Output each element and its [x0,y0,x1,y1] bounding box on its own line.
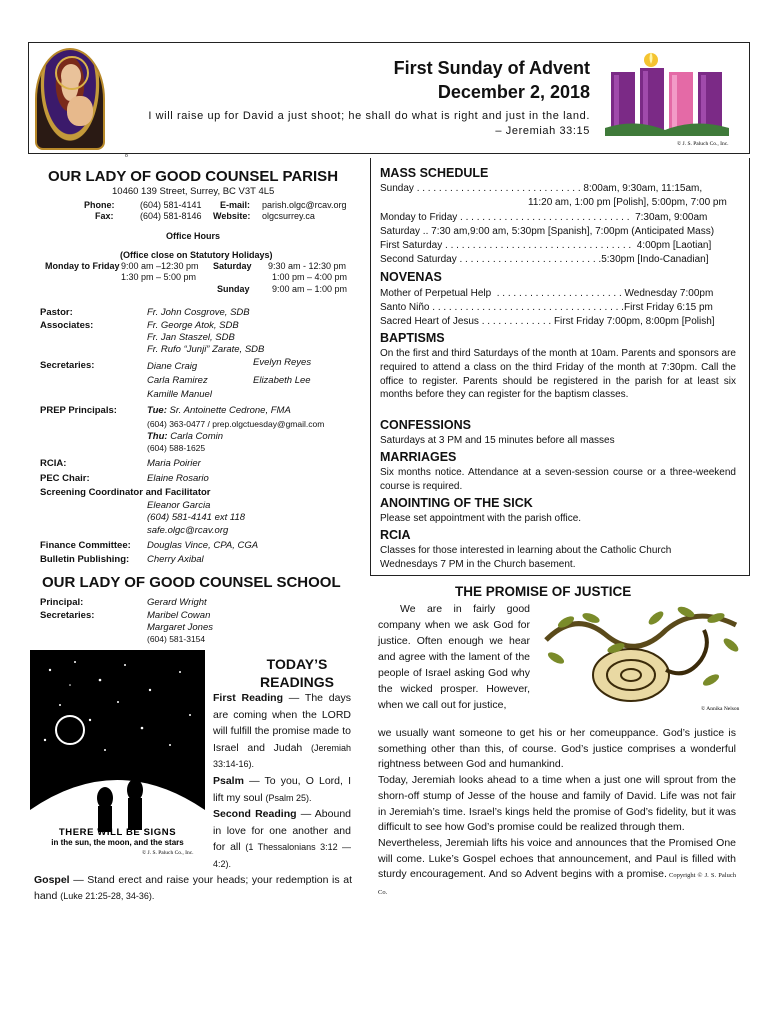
email-label: E-mail: [220,200,251,210]
promise-p2: Today, Jeremiah looks ahead to a time when a just one will sprout from the shorn-off stump of Jesse of the house and family of David. Life was not fair in Jeremiah’s time. Israel’s kings held the promise of God’s fidelity, but it was difficult to see how God’s promise could be realized through them. [378,774,736,834]
promise-p3-text: Nevertheless, Jeremiah lifts his voice and announces that the Promised One will come. Luke’s Gospel echoes that announcement, and Paul is filled with sturdy encouragement. And so Advent begins with a promise. [378,836,736,881]
mass-second-saturday: Second Saturday . . . . . . . . . . . . . . . . . . . . . . . . . .5:30pm [Indo-Canadian] [380,254,709,265]
anointing-title: ANOINTING OF THE SICK [380,496,533,510]
marriages-text: Six months notice. Attendance at a seven-session course or a three-weekend course is required. [380,467,736,492]
mass-first-saturday: First Saturday . . . . . . . . . . . . . . . . . . . . . . . . . . . . . . . . . . 4:00pm [Laotian] [380,240,712,251]
baptisms-text: On the first and third Saturdays of the month at 10am. Parents and sponsors are required to attend a class on the third Friday of the month at 7:30pm. Call the office to register. Parents should be registered in the parish for at least six months before they can register for the baptism classes. [380,348,736,401]
rcia-label: RCIA: [40,458,67,469]
finance-name: Douglas Vince, CPA, CGA [147,540,259,551]
office-mf-1: 9:00 am –12:30 pm [121,261,199,271]
bulletin-date: December 2, 2018 [437,82,590,102]
office-hours-title: Office Hours [166,231,221,241]
office-mf-2: 1:30 pm – 5:00 pm [121,272,197,282]
parish-address: 10460 139 Street, Surrey, BC V3T 4L5 [112,186,275,197]
website-value[interactable]: olgcsurrey.ca [262,211,315,221]
bulletin-name: Cherry Axibal [147,554,204,565]
anointing-text: Please set appointment with the parish office. [380,513,582,524]
pastor-name: Fr. John Cosgrove, SDB [147,307,250,318]
mass-sunday-2: 11:20 am, 1:00 pm [Polish], 5:00pm, 7:00 pm [528,197,727,208]
parish-title: OUR LADY OF GOOD COUNSEL PARISH [48,168,339,185]
rcia-title: RCIA [380,528,411,542]
school-principal: Gerard Wright [147,597,207,608]
secretary-4: Elizabeth Lee [253,375,311,386]
gospel-text [34,872,352,904]
screening-email[interactable]: safe.olgc@rcav.org [147,525,229,536]
divider-dot: o [125,153,128,159]
novena-2: Santo Niño . . . . . . . . . . . . . . . . . . . . . . . . . . . . . . . . . . .First Friday 6:15 pm [380,302,713,313]
header-quote: I will raise up for David a just shoot; he shall do what is right and just in the land. [148,110,590,122]
promise-p3-credit: Copyright © J. S. Paluch Co. [378,872,736,897]
promise-title: THE PROMISE OF JUSTICE [455,584,632,599]
baptisms-title: BAPTISMS [380,331,445,345]
marriages-title: MARRIAGES [380,450,457,464]
school-principal-label: Principal: [40,597,84,608]
promise-p3 [378,836,736,901]
signs-image [30,650,205,860]
office-sun-1: 9:00 am – 1:00 pm [272,284,348,294]
school-title: OUR LADY OF GOOD COUNSEL SCHOOL [42,574,341,591]
novena-1: Mother of Perpetual Help . . . . . . . . . . . . . . . . . . . . . . . Wednesday 7:00pm [380,288,714,299]
school-secretary-2: Margaret Jones [147,622,214,633]
office-mf-label: Monday to Friday [45,261,120,271]
secretary-5: Kamille Manuel [147,389,212,400]
novena-3: Sacred Heart of Jesus . . . . . . . . . . . . . First Friday 7:00pm, 8:00pm [Polish] [380,316,715,327]
office-hours-note: (Office close on Statutory Holidays) [120,250,273,260]
secretary-2: Evelyn Reyes [253,357,312,368]
phone-value: (604) 581-4141 [140,200,202,210]
fax-label: Fax: [95,211,114,221]
fax-value: (604) 581-8146 [140,211,202,221]
pec-label: PEC Chair: [40,473,90,484]
screening-name: Eleanor Garcia [147,500,211,511]
website-label: Website: [213,211,251,221]
prep-tue-contact: (604) 363-0477 / prep.olgctuesday@gmail.com [147,419,325,429]
advent-wreath-image [605,48,745,148]
school-secretaries-label: Secretaries: [40,610,95,621]
school-phone: (604) 581-3154 [147,634,206,644]
mass-weekday: Monday to Friday . . . . . . . . . . . . . . . . . . . . . . . . . . . . . . . 7:30am, 9:00am [380,212,708,223]
promise-p1a-text: We are in fairly good company when we ask God for justice. Often enough we hear and agree with the lament of the people of Israel asking God why the wicked prosper. However, when we call out for justice, [378,603,530,711]
mass-schedule-title: MASS SCHEDULE [380,166,489,180]
promise-body [378,726,736,901]
associate-1: Fr. George Atok, SDB [147,320,239,331]
second-reading-ref: (1 Thessalonians 3:12 — 4:2). [213,842,351,869]
prep-tue-label: Tue: [147,405,167,416]
office-sat-2: 1:00 pm – 4:00 pm [272,272,348,282]
finance-label: Finance Committee: [40,540,131,551]
novenas-title: NOVENAS [380,270,442,284]
confessions-title: CONFESSIONS [380,418,471,432]
office-sat-label: Saturday [213,261,252,271]
psalm-ref: (Psalm 25). [265,792,312,803]
associate-2: Fr. Jan Staszel, SDB [147,332,235,343]
mass-sunday-1: Sunday . . . . . . . . . . . . . . . . . . . . . . . . . . . . . . 8:00am, 9:30am, 11:15am, [380,183,703,194]
confessions-text: Saturdays at 3 PM and 15 minutes before all masses [380,435,615,446]
gospel-ref: (Luke 21:25-28, 34-36). [60,891,155,901]
vine-credit: © Annika Nelson [701,706,740,712]
screening-phone: (604) 581-4141 ext 118 [147,512,246,523]
signs-caption-1: THERE WILL BE SIGNS [58,827,177,838]
second-reading-label: Second Reading [213,808,297,821]
gospel-body: — Stand erect and raise your heads; your redemption is at hand [34,874,352,902]
second-reading-text: — Abound in love for one another and for all [213,808,351,854]
signs-credit: © J. S. Paluch Co., Inc. [142,850,194,856]
mass-saturday: Saturday .. 7:30 am,9:00 am, 5:30pm [Spanish], 7:00pm (Anticipated Mass) [380,226,715,237]
madonna-image [35,48,105,150]
email-value[interactable]: parish.olgc@rcav.org [262,200,347,210]
rcia-line-1: Classes for those interested in learning about the Catholic Church [380,545,672,556]
prep-thu-label: Thu: [147,431,168,442]
gospel-label: Gospel [34,874,70,886]
prep-tue-name: Sr. Antoinette Cedrone, FMA [169,405,291,416]
psalm-text: — To you, O Lord, I lift my soul [213,774,351,804]
signs-caption-2: in the sun, the moon, and the stars [51,838,184,847]
rcia-name: Maria Poirier [147,458,201,469]
promise-p1b: we usually want someone to get his or her comeuppance. God’s justice is something other than this, of course. God’s justice comprises a wonderful rightness between God and humankind. [378,727,736,771]
secretaries-label: Secretaries: [40,360,95,371]
readings-title-2: READINGS [260,674,334,690]
wreath-credit: © J. S. Paluch Co., Inc. [677,141,729,147]
screening-label: Screening Coordinator and Facilitator [40,487,211,498]
readings-title [238,655,356,691]
header-quote-ref: – Jeremiah 33:15 [495,125,590,137]
secretary-3: Carla Ramirez [147,375,208,386]
office-sat-1: 9:30 am - 12:30 pm [268,261,347,271]
associate-3: Fr. Rufo “Junji” Zarate, SDB [147,344,265,355]
first-reading-label: First Reading [213,692,283,704]
secretary-1: Diane Craig [147,361,198,372]
phone-label: Phone: [84,200,115,210]
pastor-label: Pastor: [40,307,73,318]
readings-title-1: TODAY’S [266,656,328,672]
pec-name: Elaine Rosario [147,473,209,484]
first-reading-ref: (Jeremiah 33:14-16). [213,742,351,770]
shoot-vine-image [536,600,748,720]
bulletin-title: First Sunday of Advent [393,58,590,78]
bulletin-label: Bulletin Publishing: [40,554,130,565]
school-secretary-1: Maribel Cowan [147,610,211,621]
prep-label: PREP Principals: [40,405,117,416]
first-reading-text: — The days are coming when the LORD will fulfill the promise made to Israel and Judah [213,692,351,754]
prep-thu-name: Carla Comin [170,431,224,442]
associates-label: Associates: [40,320,94,331]
psalm-label: Psalm [213,774,244,787]
promise-paragraph-1a [378,601,530,713]
readings-text [213,690,351,873]
prep-thu-phone: (604) 588-1625 [147,443,206,453]
rcia-line-2: Wednesdays 7 PM in the Church basement. [380,559,576,570]
office-sun-label: Sunday [217,284,250,294]
